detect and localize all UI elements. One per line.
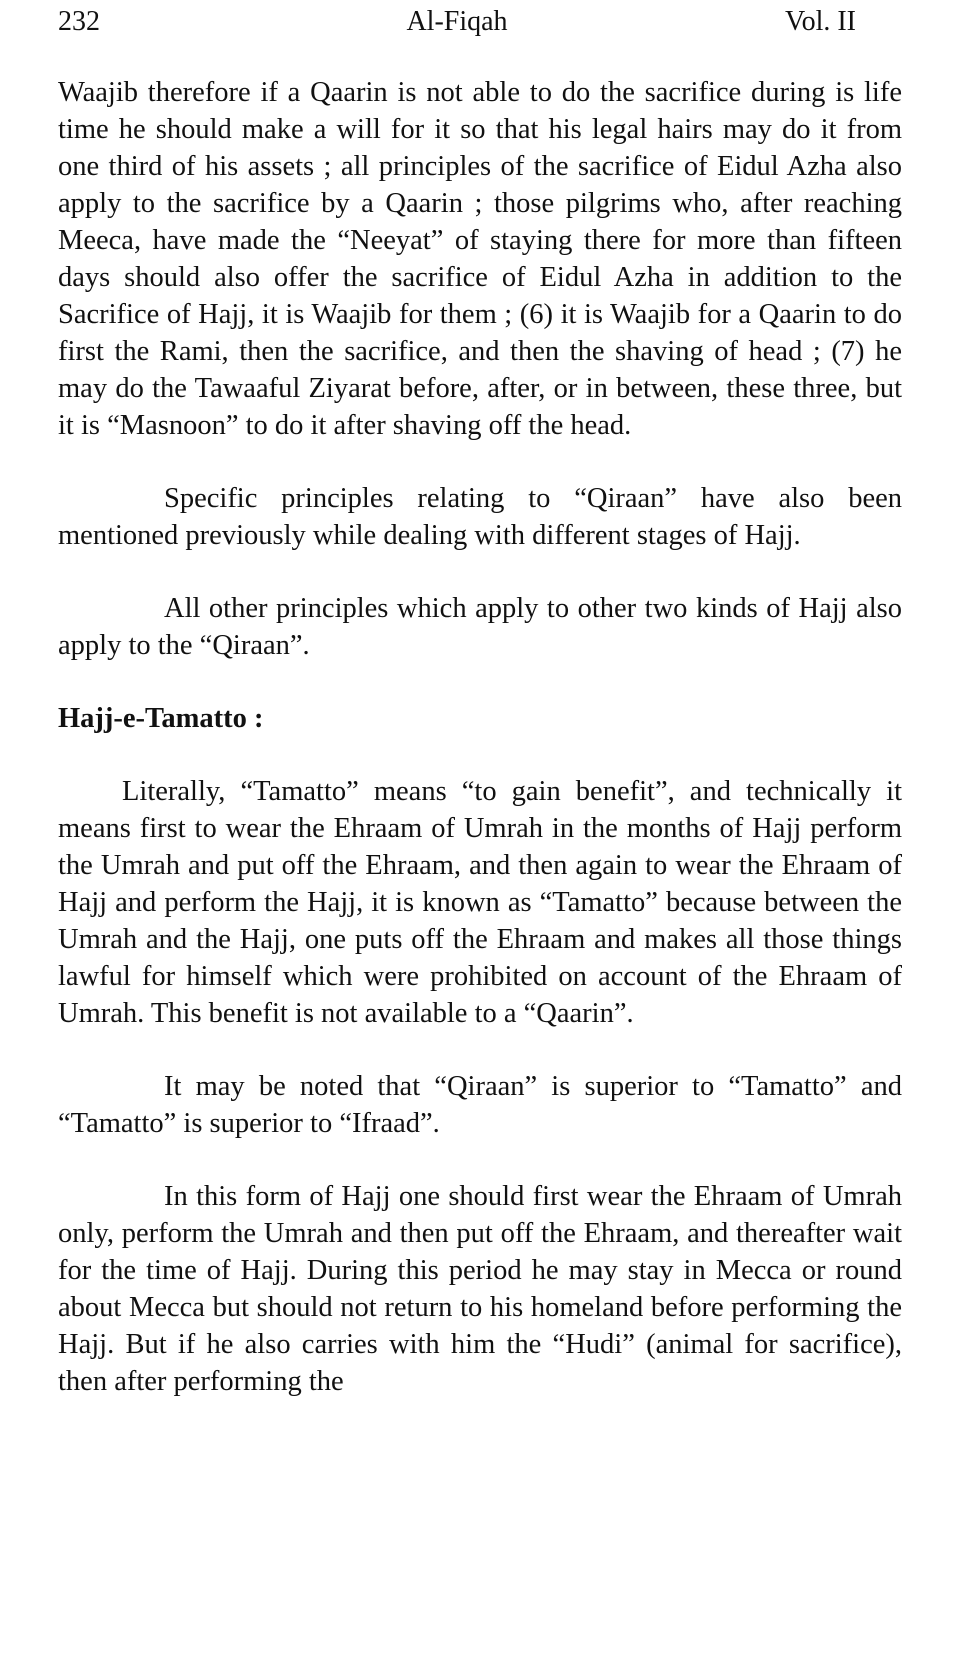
page-number: 232 [58,6,100,37]
paragraph-continuation: Waajib therefore if a Qaarin is not able to do the sacrifice during is life time he should make a will for it so that his legal hairs may do it from one third of his assets ; all principles of the sacrifice of Eidul Azha also apply to the sacrifice by a Qaarin ; those pilgrims who, after reaching Meeca, have made the “Neeyat” of staying there for more than fifteen days should also offer the sacrifice of Eidul Azha in addition to the Sacrifice of Hajj, it is Waajib for them ; (6) it is Waajib for a Qaarin to do first the Rami, then the sacrifice, and then the shaving of head ; (7) he may do the Tawaaful Ziyarat before, after, or in between, these three, but it is “Masnoon” to do it after shaving off the head. [58,77,902,441]
section-heading: Hajj-e-Tamatto : [58,703,264,734]
book-title: Al-Fiqah [406,6,508,37]
paragraph-superiority-note: It may be noted that “Qiraan” is superior to “Tamatto” and “Tamatto” is superior to “Ifraad”. [58,1071,902,1139]
paragraph-other-principles: All other principles which apply to other two kinds of Hajj also apply to the “Qiraan”. [58,593,902,661]
paragraph-qiraan-principles: Specific principles relating to “Qiraan” have also been mentioned previously while dealing with different stages of Hajj. [58,483,902,551]
paragraph-tamatto-procedure: In this form of Hajj one should first wear the Ehraam of Umrah only, perform the Umrah and then put off the Ehraam, and thereafter wait for the time of Hajj. During this period he may stay in Mecca or round about Mecca but should not return to his homeland before performing the Hajj. But if he also carries with him the “Hudi” (animal for sacrifice), then after performing the [58,1181,902,1397]
volume-label: Vol. II [784,6,856,37]
running-header [58,4,856,40]
paragraph-tamatto-definition: Literally, “Tamatto” means “to gain benefit”, and technically it means first to wear the Ehraam of Umrah in the months of Hajj perform the Umrah and put off the Ehraam, and then again to wear the Ehraam of Hajj and perform the Hajj, it is known as “Tamatto” because between the Umrah and the Hajj, one puts off the Ehraam and makes all those things lawful for himself which were prohibited on account of the Ehraam of Umrah. This benefit is not available to a “Qaarin”. [58,776,902,1029]
body-text [58,74,902,1400]
